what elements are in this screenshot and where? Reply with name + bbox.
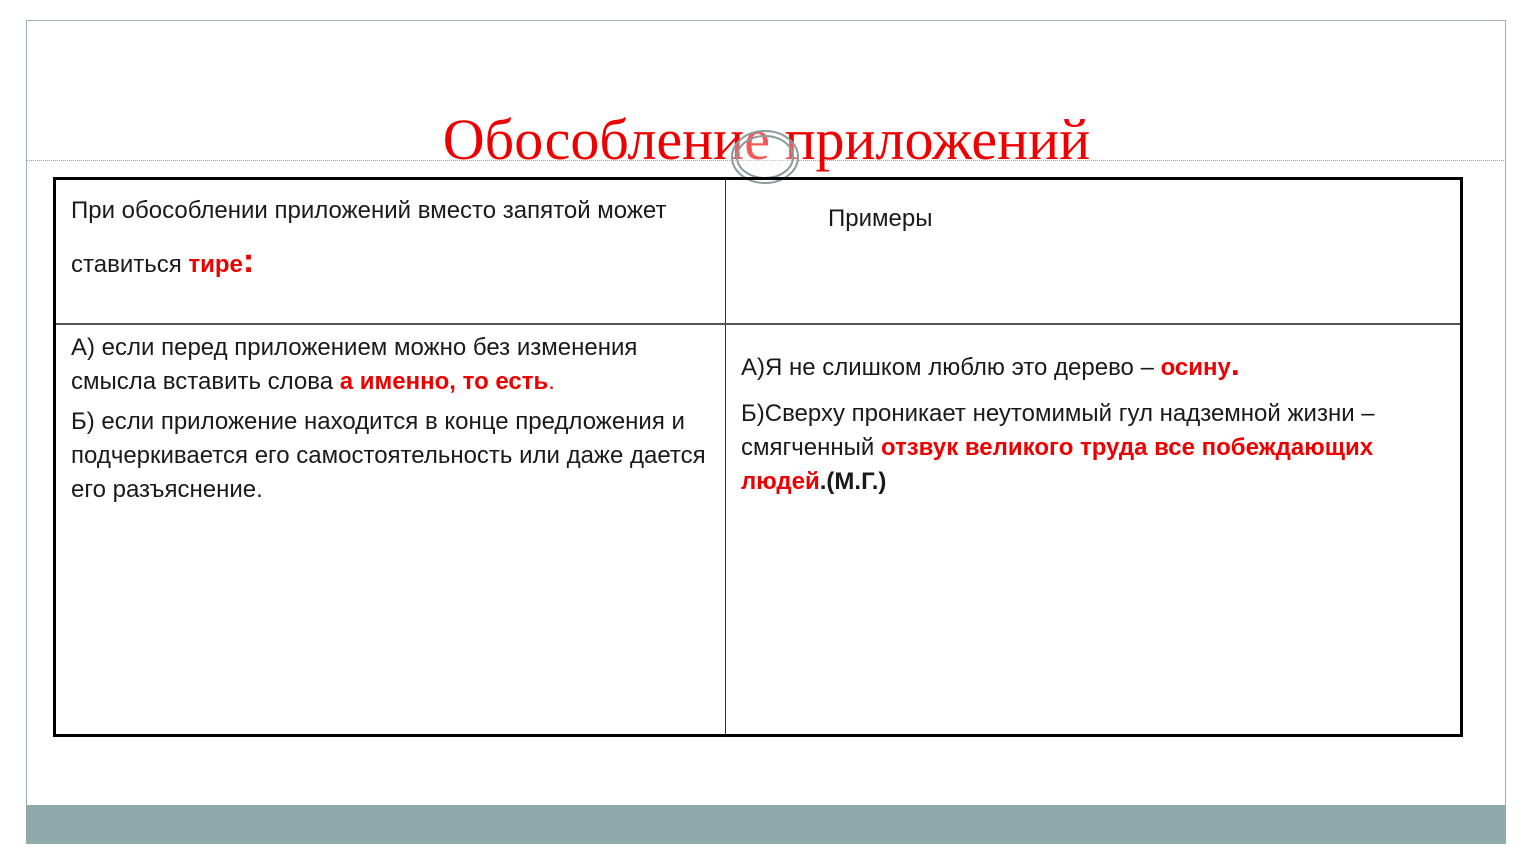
header-rule-text: При обособлении приложений вместо запятой может ставиться <box>71 197 667 278</box>
example-b <box>741 397 1441 499</box>
rule-a-text: А) если перед приложением можно без изменения смысла вставить слова <box>71 334 638 395</box>
example-b-text: Б)Сверху проникает неутомимый гул надземной жизни – смягченный <box>741 400 1375 461</box>
example-a <box>741 347 1441 385</box>
header-rule-highlight: тире <box>188 251 243 278</box>
example-a-text: А)Я не слишком люблю это дерево – <box>741 354 1161 381</box>
example-b-end: .(М.Г.) <box>819 468 887 495</box>
header-rule-colon: : <box>242 242 255 280</box>
header-cell-examples: Примеры <box>828 205 933 232</box>
example-b-highlight: отзвук великого труда все побеждающих людей <box>741 434 1374 495</box>
examples-cell <box>741 347 1441 499</box>
content-table <box>53 177 1463 737</box>
header-cell-rule <box>71 186 711 290</box>
example-a-highlight: осину <box>1160 354 1231 381</box>
slide-title: Обособление приложений <box>442 107 1091 172</box>
rule-a <box>71 331 711 399</box>
rule-a-highlight: а именно, то есть <box>339 368 549 395</box>
rule-a-end: . <box>548 368 555 395</box>
rules-cell <box>71 331 711 507</box>
footer-band <box>26 805 1506 844</box>
example-a-end: . <box>1230 346 1240 382</box>
column-divider <box>725 180 726 734</box>
rule-b: Б) если приложение находится в конце предложения и подчеркивается его самостоятельность или даже дается его разъяснение. <box>71 408 706 503</box>
row-divider <box>56 323 1460 325</box>
